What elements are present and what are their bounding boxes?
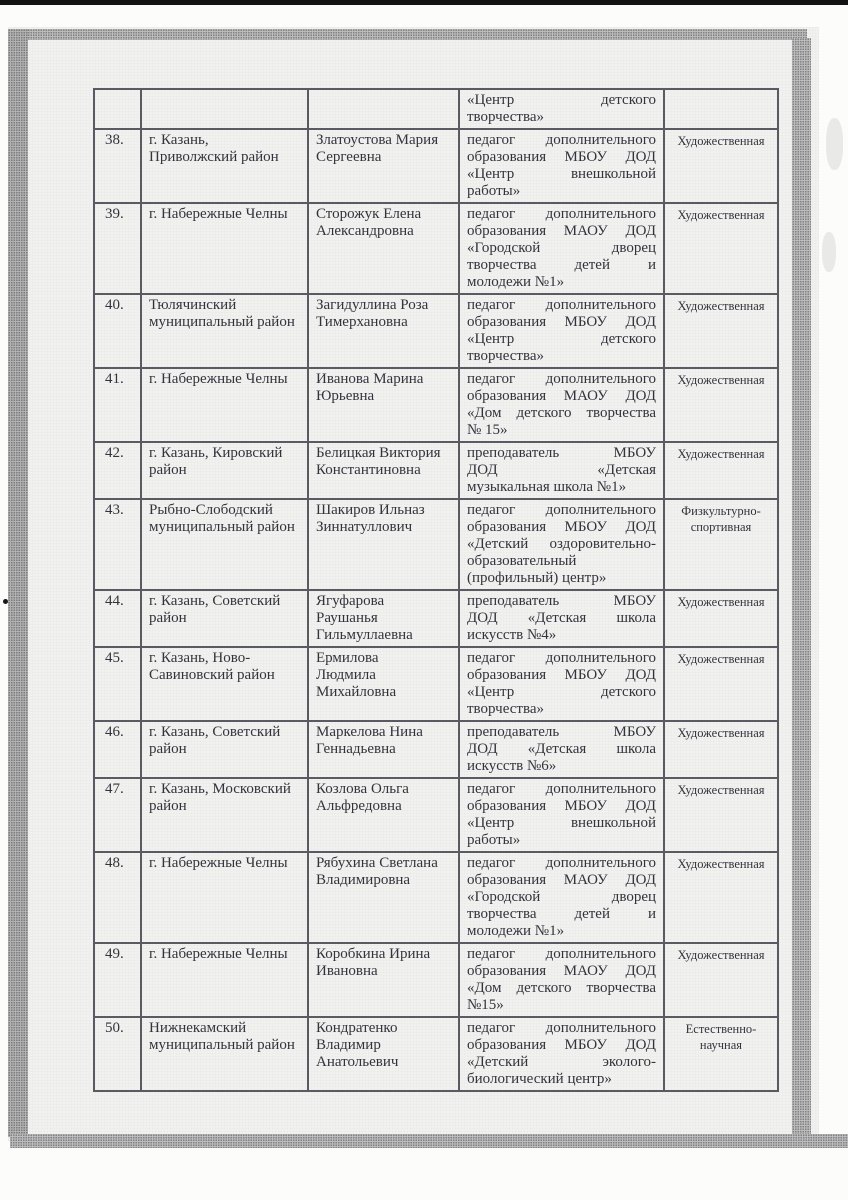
table-body — [94, 89, 778, 1091]
text-line: г. Набережные Челны — [149, 371, 288, 387]
table-row — [94, 368, 778, 442]
name-cell — [308, 943, 459, 1017]
text-line: образования МБОУ ДОД — [467, 149, 656, 165]
position-cell — [459, 1017, 664, 1091]
position-cell — [459, 129, 664, 203]
text-line: г. Казань, Московский — [149, 781, 291, 797]
text-line: образования МАОУ ДОД — [467, 963, 656, 979]
text-line: Владимир — [316, 1037, 381, 1053]
text-line: «Центр внешкольной — [467, 166, 656, 182]
num-cell: 49. — [94, 943, 141, 1017]
text-line: муниципальный район — [149, 314, 295, 330]
table-row — [94, 499, 778, 590]
table-row — [94, 852, 778, 943]
position-cell — [459, 852, 664, 943]
text-line: №15» — [467, 997, 504, 1013]
name-cell — [308, 442, 459, 499]
num-cell: 47. — [94, 778, 141, 852]
text-line: искусств №4» — [467, 627, 557, 643]
text-line: «Дом детского творчества — [467, 405, 656, 421]
location-cell — [141, 89, 308, 129]
text-line: молодежи №1» — [467, 923, 565, 939]
text-line: педагог дополнительного — [467, 502, 656, 518]
position-cell — [459, 294, 664, 368]
text-line: педагог дополнительного — [467, 946, 656, 962]
table-row — [94, 943, 778, 1017]
text-line: г. Казань, Советский — [149, 724, 281, 740]
text-line: образования МАОУ ДОД — [467, 872, 656, 888]
text-line: «Детский оздоровительно- — [467, 536, 656, 552]
location-cell — [141, 852, 308, 943]
location-cell — [141, 590, 308, 647]
table-row — [94, 778, 778, 852]
text-line: муниципальный район — [149, 1037, 295, 1053]
text-line: г. Набережные Челны — [149, 946, 288, 962]
text-line: г. Набережные Челны — [149, 855, 288, 871]
table-row — [94, 203, 778, 294]
text-line: преподаватель МБОУ — [467, 724, 656, 740]
text-line: педагог дополнительного — [467, 371, 656, 387]
category-cell: Художественная — [664, 647, 778, 721]
text-line: педагог дополнительного — [467, 132, 656, 148]
category-cell: Художественная — [664, 943, 778, 1017]
text-line: Альфредовна — [316, 798, 402, 814]
category-cell — [664, 89, 778, 129]
text-line: ДОД «Детская школа — [467, 610, 656, 626]
name-cell — [308, 721, 459, 778]
text-line: музыкальная школа №1» — [467, 479, 627, 495]
location-cell — [141, 943, 308, 1017]
table-row — [94, 89, 778, 129]
category-cell: Художественная — [664, 590, 778, 647]
location-cell — [141, 1017, 308, 1091]
text-line: г. Казань, Советский — [149, 593, 281, 609]
text-line: биологический центр» — [467, 1071, 612, 1087]
num-cell: 48. — [94, 852, 141, 943]
position-cell — [459, 368, 664, 442]
text-line: г. Казань, — [149, 132, 209, 148]
text-line: район — [149, 741, 187, 757]
text-line: творчества» — [467, 348, 544, 364]
category-cell: Художественная — [664, 721, 778, 778]
num-cell: 40. — [94, 294, 141, 368]
text-line: образовательный — [467, 553, 577, 569]
text-line: Людмила — [316, 667, 376, 683]
name-cell — [308, 778, 459, 852]
text-line: творчества» — [467, 701, 544, 717]
location-cell — [141, 499, 308, 590]
ink-dot — [3, 599, 8, 604]
num-cell: 39. — [94, 203, 141, 294]
position-cell — [459, 943, 664, 1017]
position-cell — [459, 778, 664, 852]
position-cell — [459, 590, 664, 647]
category-cell: Естественно-научная — [664, 1017, 778, 1091]
text-line: работы» — [467, 183, 521, 199]
text-line: «Городской дворец — [467, 240, 656, 256]
text-line: Зиннатуллович — [316, 519, 413, 535]
text-line: образования МБОУ ДОД — [467, 519, 656, 535]
num-cell: 45. — [94, 647, 141, 721]
text-line: муниципальный район — [149, 519, 295, 535]
text-line: Раушанья — [316, 610, 378, 626]
text-line: район — [149, 462, 187, 478]
num-cell: 41. — [94, 368, 141, 442]
name-cell — [308, 590, 459, 647]
table-row — [94, 590, 778, 647]
table-row — [94, 129, 778, 203]
location-cell — [141, 778, 308, 852]
table-row — [94, 294, 778, 368]
scan-artifact-right-band — [792, 38, 811, 1138]
text-line: Приволжский район — [149, 149, 279, 165]
text-line: Гильмуллаевна — [316, 627, 413, 643]
text-line: г. Набережные Челны — [149, 206, 288, 222]
text-line: Иванова Марина — [316, 371, 424, 387]
text-line: образования МБОУ ДОД — [467, 1037, 656, 1053]
text-line: образования МБОУ ДОД — [467, 314, 656, 330]
text-line: г. Казань, Кировский — [149, 445, 283, 461]
text-line: Геннадьевна — [316, 741, 396, 757]
text-line: Ермилова — [316, 650, 379, 666]
name-cell — [308, 1017, 459, 1091]
text-line: работы» — [467, 832, 521, 848]
text-line: «Центр детского — [467, 684, 656, 700]
text-line: «Центр внешкольной — [467, 815, 656, 831]
scan-artifact-bottom-band — [10, 1134, 848, 1148]
text-line: Ивановна — [316, 963, 378, 979]
text-line: ДОД «Детская — [467, 462, 656, 478]
text-line: Юрьевна — [316, 388, 375, 404]
text-line: творчества» — [467, 109, 544, 125]
text-line: Белицкая Виктория — [316, 445, 441, 461]
text-line: Рыбно-Слободский — [149, 502, 273, 518]
table-row — [94, 442, 778, 499]
text-line: творчества детей и — [467, 906, 656, 922]
text-line: ДОД «Детская школа — [467, 741, 656, 757]
category-cell: Художественная — [664, 442, 778, 499]
text-line: педагог дополнительного — [467, 1020, 656, 1036]
text-line: «Детский эколого- — [467, 1054, 656, 1070]
text-line: Коробкина Ирина — [316, 946, 431, 962]
text-line: Константиновна — [316, 462, 421, 478]
num-cell: 38. — [94, 129, 141, 203]
text-line: образования МАОУ ДОД — [467, 223, 656, 239]
category-cell: Художественная — [664, 203, 778, 294]
text-line: Савиновский район — [149, 667, 275, 683]
category-cell: Художественная — [664, 368, 778, 442]
text-line: (профильный) центр» — [467, 570, 607, 586]
text-line: Александровна — [316, 223, 414, 239]
text-line: педагог дополнительного — [467, 206, 656, 222]
category-cell: Художественная — [664, 294, 778, 368]
text-line: Тюлячинский — [149, 297, 237, 313]
text-line: преподаватель МБОУ — [467, 593, 656, 609]
num-cell: 46. — [94, 721, 141, 778]
table-row — [94, 721, 778, 778]
name-cell — [308, 89, 459, 129]
text-line: «Центр детского — [467, 92, 656, 108]
text-line: Козлова Ольга — [316, 781, 409, 797]
text-line: Златоустова Мария — [316, 132, 439, 148]
text-line: Кондратенко — [316, 1020, 398, 1036]
name-cell — [308, 499, 459, 590]
text-line: Маркелова Нина — [316, 724, 423, 740]
text-line: преподаватель МБОУ — [467, 445, 656, 461]
text-line: Шакиров Ильназ — [316, 502, 425, 518]
text-line: Нижнекамский — [149, 1020, 247, 1036]
text-line: «Дом детского творчества — [467, 980, 656, 996]
name-cell — [308, 368, 459, 442]
num-cell: 50. — [94, 1017, 141, 1091]
text-line: район — [149, 610, 187, 626]
text-line: г. Казань, Ново- — [149, 650, 251, 666]
table-row — [94, 1017, 778, 1091]
text-line: Сергеевна — [316, 149, 382, 165]
location-cell — [141, 721, 308, 778]
category-cell: Художественная — [664, 852, 778, 943]
text-line: «Городской дворец — [467, 889, 656, 905]
text-line: район — [149, 798, 187, 814]
location-cell — [141, 294, 308, 368]
num-cell: 43. — [94, 499, 141, 590]
text-line: образования МАОУ ДОД — [467, 388, 656, 404]
category-cell: Физкультурно-спортивная — [664, 499, 778, 590]
text-line: образования МБОУ ДОД — [467, 667, 656, 683]
text-line: педагог дополнительного — [467, 650, 656, 666]
scan-artifact-top-band — [10, 29, 807, 40]
document-page — [8, 27, 819, 1141]
name-cell — [308, 203, 459, 294]
name-cell — [308, 294, 459, 368]
position-cell — [459, 499, 664, 590]
position-cell — [459, 203, 664, 294]
scan-smudge — [822, 232, 836, 272]
text-line: творчества детей и — [467, 257, 656, 273]
text-line: образования МБОУ ДОД — [467, 798, 656, 814]
text-line: Ягуфарова — [316, 593, 385, 609]
text-line: молодежи №1» — [467, 274, 565, 290]
text-line: Сторожук Елена — [316, 206, 422, 222]
category-cell: Художественная — [664, 129, 778, 203]
name-cell — [308, 852, 459, 943]
scan-smudge — [826, 118, 843, 170]
text-line: Загидуллина Роза — [316, 297, 429, 313]
table-row — [94, 647, 778, 721]
text-line: Михайловна — [316, 684, 397, 700]
text-line: «Центр детского — [467, 331, 656, 347]
num-cell: 42. — [94, 442, 141, 499]
text-line: педагог дополнительного — [467, 781, 656, 797]
location-cell — [141, 129, 308, 203]
text-line: Анатольевич — [316, 1054, 399, 1070]
scan-artifact-left-band — [8, 29, 28, 1137]
location-cell — [141, 647, 308, 721]
text-line: педагог дополнительного — [467, 855, 656, 871]
participants-table — [93, 88, 779, 1092]
position-cell — [459, 647, 664, 721]
position-cell — [459, 721, 664, 778]
location-cell — [141, 203, 308, 294]
position-cell — [459, 89, 664, 129]
text-line: искусств №6» — [467, 758, 557, 774]
category-cell: Художественная — [664, 778, 778, 852]
num-cell — [94, 89, 141, 129]
name-cell — [308, 129, 459, 203]
text-line: Рябухина Светлана — [316, 855, 438, 871]
text-line: Тимерхановна — [316, 314, 408, 330]
scanner-edge-strip — [0, 0, 848, 5]
text-line: Владимировна — [316, 872, 411, 888]
name-cell — [308, 647, 459, 721]
location-cell — [141, 368, 308, 442]
location-cell — [141, 442, 308, 499]
position-cell — [459, 442, 664, 499]
text-line: педагог дополнительного — [467, 297, 656, 313]
text-line: № 15» — [467, 422, 508, 438]
num-cell: 44. — [94, 590, 141, 647]
